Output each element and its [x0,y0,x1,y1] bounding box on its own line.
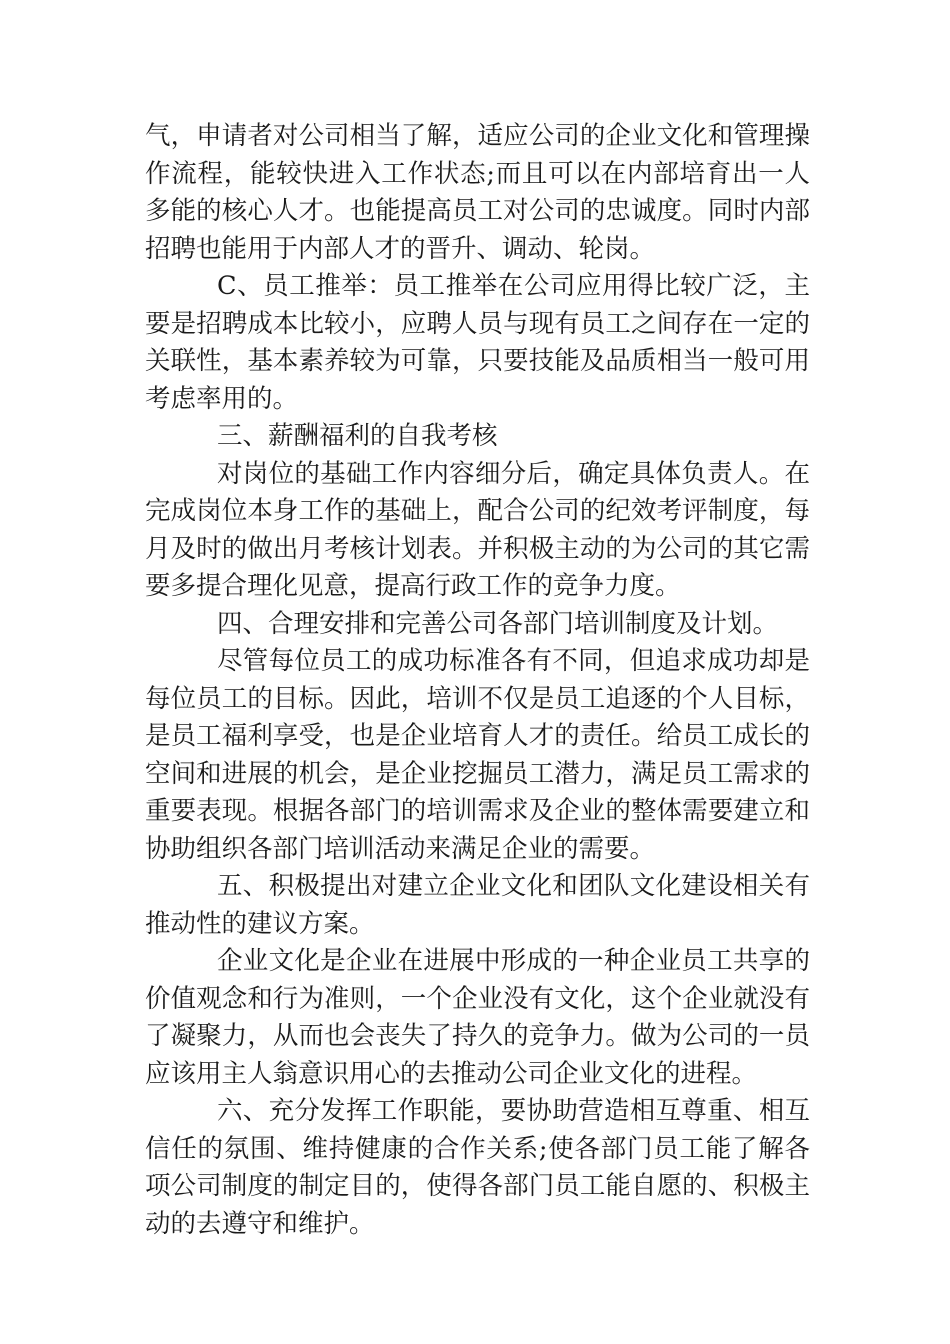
paragraph-section-5: 企业文化是企业在进展中形成的一种企业员工共享的价值观念和行为准则，一个企业没有文化，这个企业就没有了凝聚力，从而也会丧失了持久的竞争力。做为公司的一员应该用主人翁意识用心的去推动公司企业文化的进程。 [145,946,810,1089]
paragraph-employee-referral: C、员工推举：员工推举在公司应用得比较广泛，主要是招聘成本比较小，应聘人员与现有员工之间存在一定的关联性，基本素养较为可靠，只要技能及品质相当一般可用考虑率用的。 [145,271,810,414]
paragraph-section-4: 尽管每位员工的成功标准各有不同，但追求成功却是每位员工的目标。因此，培训不仅是员工追逐的个人目标，是员工福利享受，也是企业培育人才的责任。给员工成长的空间和进展的机会，是企业挖掘员工潜力，满足员工需求的重要表现。根据各部门的培训需求及企业的整体需要建立和协助组织各部门培训活动来满足企业的需要。 [145,646,810,864]
paragraph-continuation: 气，申请者对公司相当了解，适应公司的企业文化和管理操作流程，能较快进入工作状态;而且可以在内部培育出一人多能的核心人才。也能提高员工对公司的忠诚度。同时内部招聘也能用于内部人才的晋升、调动、轮岗。 [145,121,810,264]
document-body [145,118,810,1243]
heading-section-5: 五、积极提出对建立企业文化和团队文化建设相关有推动性的建议方案。 [145,871,810,939]
heading-section-4: 四、合理安排和完善公司各部门培训制度及计划。 [217,608,779,639]
paragraph-section-6: 六、充分发挥工作职能，要协助营造相互尊重、相互信任的氛围、维持健康的合作关系;使各部门员工能了解各项公司制度的制定目的，使得各部门员工能自愿的、积极主动的去遵守和维护。 [145,1096,810,1239]
paragraph-section-3: 对岗位的基础工作内容细分后，确定具体负责人。在完成岗位本身工作的基础上，配合公司的纪效考评制度，每月及时的做出月考核计划表。并积极主动的为公司的其它需要多提合理化见意，提高行政工作的竞争力度。 [145,458,810,601]
heading-section-3: 三、薪酬福利的自我考核 [217,421,498,451]
